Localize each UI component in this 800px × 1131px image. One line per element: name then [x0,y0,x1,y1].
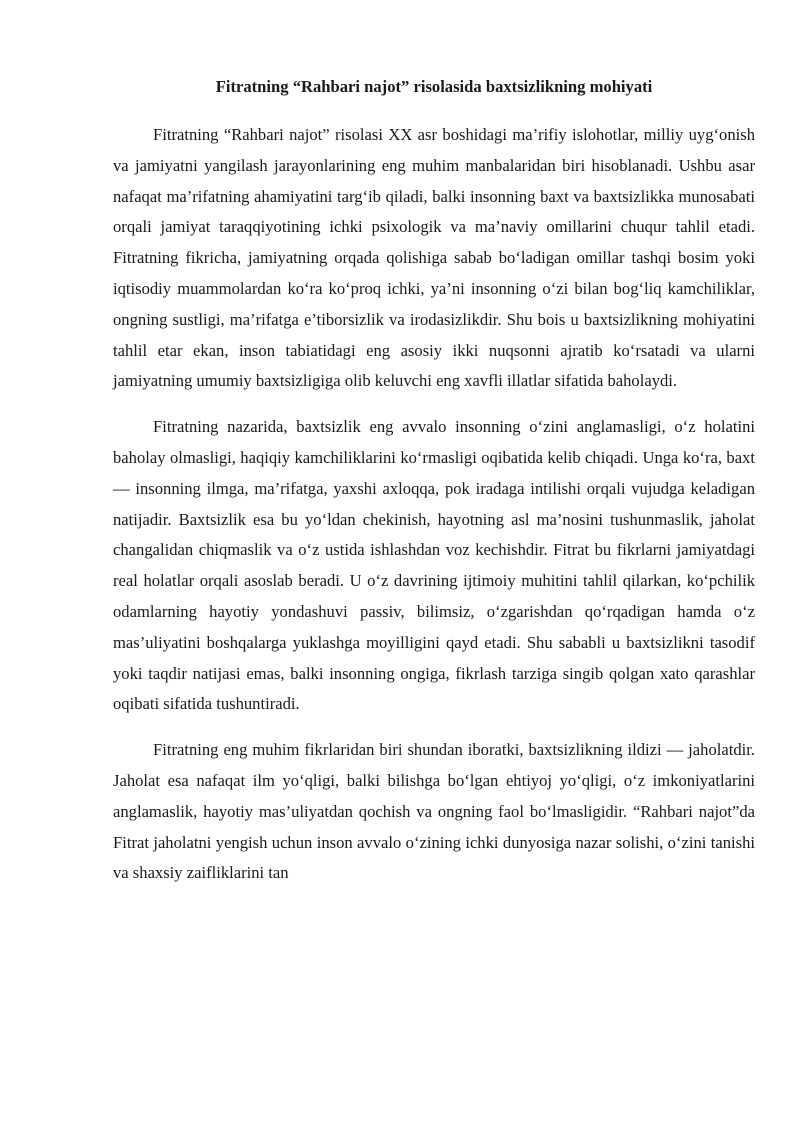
paragraph-1: Fitratning “Rahbari najot” risolasi XX asr boshidagi ma’rifiy islohotlar, milliy uyg‘onish va jamiyatni yangilash jarayonlarining eng muhim manbalaridan biri hisoblanadi. Ushbu asar nafaqat ma’rifatning ahamiyatini targ‘ib qiladi, balki insonning baxt va baxtsizlikka munosabati orqali jamiyat taraqqiyotining ichki psixologik va ma’naviy omillarini chuqur tahlil etadi. Fitratning fikricha, jamiyatning orqada qolishiga sabab bo‘ladigan omillar tashqi bosim yoki iqtisodiy muammolardan ko‘ra ko‘proq ichki, ya’ni insonning o‘zi bilan bog‘liq kamchiliklar, ongning sustligi, ma’rifatga e’tiborsizlik va irodasizlikdir. Shu bois u baxtsizlikning mohiyatini tahlil etar ekan, inson tabiatidagi eng asosiy ikki nuqsonni ajratib ko‘rsatadi va ularni jamiyatning umumiy baxtsizligiga olib keluvchi eng xavfli illatlar sifatida baholaydi. [113,125,755,391]
paragraph-2: Fitratning nazarida, baxtsizlik eng avvalo insonning o‘zini anglamasligi, o‘z holatini baholay olmasligi, haqiqiy kamchiliklarini ko‘rmasligi oqibatida kelib chiqadi. Unga ko‘ra, baxt — insonning ilmga, ma’rifatga, yaxshi axloqqa, pok iradaga intilishi orqali vujudga keladigan natijadir. Baxtsizlik esa bu yo‘ldan chekinish, hayotning asl ma’nosini tushunmaslik, jaholat changalidan chiqmaslik va o‘z ustida ishlashdan voz kechishdir. Fitrat bu fikrlarni jamiyatdagi real holatlar orqali asoslab beradi. U o‘z davrining ijtimoiy muhitini tahlil qilarkan, ko‘pchilik odamlarning hayotiy yondashuvi passiv, bilimsiz, o‘zgarishdan qo‘rqadigan hamda o‘z mas’uliyatini boshqalarga yuklashga moyilligini qayd etadi. Shu sababli u baxtsizlikni tasodif yoki taqdir natijasi emas, balki insonning ongiga, fikrlash tarziga singib qolgan xato qarashlar oqibati sifatida tushuntiradi. [113,417,755,714]
document-title: Fitratning “Rahbari najot” risolasida baxtsizlikning mohiyati [215,77,653,96]
document-page [113,72,755,904]
paragraph-3: Fitratning eng muhim fikrlaridan biri shundan iboratki, baxtsizlikning ildizi — jaholatdir. Jaholat esa nafaqat ilm yo‘qligi, balki bilishga bo‘lgan ehtiyoj yo‘qligi, o‘z imkoniyatlarini anglamaslik, hayotiy mas’uliyatdan qochish va ongning faol bo‘lmasligidir. “Rahbari najot”da Fitrat jaholatni yengish uchun inson avvalo o‘zining ichki dunyosiga nazar solishi, o‘zini tanishi va shaxsiy zaifliklarini tan [113,740,755,883]
